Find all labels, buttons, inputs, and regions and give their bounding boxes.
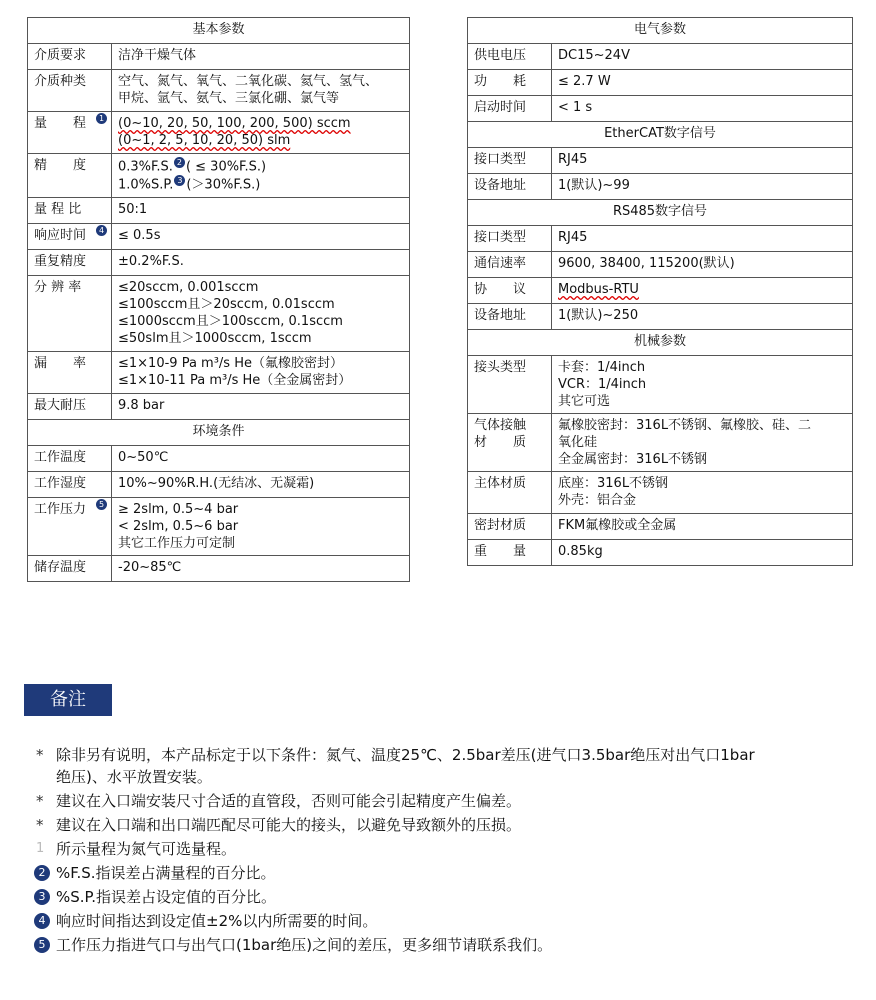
row-label: 接口类型 <box>468 226 552 252</box>
row-label: 重复精度 <box>28 249 112 275</box>
row-value <box>552 356 853 414</box>
row-label: 供电电压 <box>468 44 552 70</box>
number-5-circle-icon: 5 <box>34 937 50 953</box>
section-header-ethercat: EtherCAT数字信号 <box>468 122 853 148</box>
value-line: ≤1×10-9 Pa m³/s He（氟橡胶密封） <box>118 355 343 371</box>
note-text: 响应时间指达到设定值±2%以内所需要的时间。 <box>56 912 378 930</box>
row-label-cell <box>28 497 112 555</box>
row-value <box>112 275 410 351</box>
value-line: < 2slm, 0.5~6 bar <box>118 518 239 534</box>
row-value <box>112 154 410 198</box>
row-value: 0~50℃ <box>112 445 410 471</box>
section-header-mechanical: 机械参数 <box>468 330 853 356</box>
section-header-electrical: 电气参数 <box>468 18 853 44</box>
number-3-circle-icon: 3 <box>34 889 50 905</box>
note-item <box>36 838 866 860</box>
row-label: 接头类型 <box>468 356 552 414</box>
number-4-circle-icon: 4 <box>34 913 50 929</box>
value-line: 其它工作压力可定制 <box>118 535 236 551</box>
row-value: RJ45 <box>552 148 853 174</box>
row-value: 9600, 38400, 115200(默认) <box>552 252 853 278</box>
row-label: 漏 率 <box>28 351 112 393</box>
value-line: ≤50slm且＞1000sccm, 1sccm <box>118 330 312 346</box>
row-label: 功 耗 <box>468 70 552 96</box>
note-item <box>36 862 866 884</box>
row-label: 材 质 <box>474 435 527 450</box>
row-label: 气体接触 <box>474 418 527 433</box>
row-value: ±0.2%F.S. <box>112 249 410 275</box>
value-line: VCR：1/4inch <box>558 377 647 392</box>
asterisk-marker: * <box>36 746 44 764</box>
row-value <box>112 70 410 112</box>
row-label: 介质种类 <box>28 70 112 112</box>
number-2-circle-icon: 2 <box>34 865 50 881</box>
row-value <box>552 414 853 472</box>
note-text: 所示量程为氮气可选量程。 <box>56 840 237 858</box>
row-label: 主体材质 <box>468 472 552 514</box>
note-text: 建议在入口端安装尺寸合适的直管段，否则可能会引起精度产生偏差。 <box>56 792 522 810</box>
row-label: 重 量 <box>468 540 552 566</box>
value-line <box>118 157 403 175</box>
value-line: ≤1×10-11 Pa m³/s He（全金属密封） <box>118 372 352 388</box>
row-value <box>112 351 410 393</box>
value-line: 全金属密封：316L不锈钢 <box>558 452 708 467</box>
note-text: 绝压)、水平放置安装。 <box>56 768 212 786</box>
note-item <box>36 934 866 956</box>
row-value: ≤ 0.5s <box>112 223 410 249</box>
row-value: 9.8 bar <box>112 393 410 419</box>
row-label: 量 程 比 <box>28 197 112 223</box>
row-label: 响应时间 <box>34 227 87 243</box>
row-value: 0.85kg <box>552 540 853 566</box>
note-text: %F.S.指误差占满量程的百分比。 <box>56 864 276 882</box>
row-label: 分 辨 率 <box>28 275 112 351</box>
value-line: 甲烷、氩气、氨气、三氯化硼、氯气等 <box>118 91 340 106</box>
footnote-marker: 2 <box>174 157 185 168</box>
footnote-marker: 1 <box>96 113 107 124</box>
row-value: 1(默认)~99 <box>552 174 853 200</box>
row-label: 工作温度 <box>28 445 112 471</box>
notes-list <box>36 744 866 958</box>
value-line: ≤1000sccm且＞100sccm, 0.1sccm <box>118 313 343 329</box>
value-line: 空气、氮气、氧气、二氧化碳、氦气、氢气、 <box>118 74 379 89</box>
row-label: 量 程 <box>34 116 87 131</box>
row-label: 密封材质 <box>468 514 552 540</box>
number-1-marker: 1 <box>36 841 45 856</box>
row-label: 设备地址 <box>468 304 552 330</box>
value-line: ≥ 2slm, 0.5~4 bar <box>118 501 239 517</box>
row-label: 最大耐压 <box>28 393 112 419</box>
section-header-env: 环境条件 <box>28 419 410 445</box>
footnote-marker: 5 <box>96 499 107 510</box>
row-value: FKM氟橡胶或全金属 <box>552 514 853 540</box>
row-label: 接口类型 <box>468 148 552 174</box>
note-text: 除非另有说明，本产品标定于以下条件：氮气、温度25℃、2.5bar差压(进气口3.5bar绝压对出气口1bar <box>56 746 755 764</box>
row-value <box>112 497 410 555</box>
note-item <box>36 910 866 932</box>
note-item <box>36 744 866 788</box>
value-line: ≤100sccm且＞20sccm, 0.01sccm <box>118 296 335 312</box>
row-label: 精 度 <box>28 154 112 198</box>
row-label: 储存温度 <box>28 555 112 581</box>
value-line: 外壳：铝合金 <box>558 493 637 508</box>
row-label: 协 议 <box>468 278 552 304</box>
value-text: (＞30%F.S.) <box>186 177 261 193</box>
row-value: RJ45 <box>552 226 853 252</box>
section-header-basic: 基本参数 <box>28 18 410 44</box>
row-label-cell <box>28 112 112 154</box>
row-value: 10%~90%R.H.(无结冰、无凝霜) <box>112 471 410 497</box>
row-label: 工作压力 <box>34 501 87 517</box>
row-value: < 1 s <box>552 96 853 122</box>
asterisk-marker: * <box>36 816 44 834</box>
value-line: (0~10, 20, 50, 100, 200, 500) sccm <box>118 116 351 131</box>
value-line: 氧化硅 <box>558 435 598 450</box>
footnote-marker: 4 <box>96 225 107 236</box>
row-label: 设备地址 <box>468 174 552 200</box>
row-value: DC15~24V <box>552 44 853 70</box>
value-line: ≤20sccm, 0.001sccm <box>118 279 259 295</box>
asterisk-marker: * <box>36 792 44 810</box>
value-line: (0~1, 2, 5, 10, 20, 50) slm <box>118 133 291 148</box>
row-label: 介质要求 <box>28 44 112 70</box>
value-line: 卡套：1/4inch <box>558 360 646 375</box>
basic-params-table <box>27 17 410 582</box>
note-item <box>36 814 866 836</box>
notes-title: 备注 <box>24 684 112 716</box>
note-item <box>36 790 866 812</box>
note-item <box>36 886 866 908</box>
value-line: 底座：316L不锈钢 <box>558 476 669 491</box>
electrical-mechanical-table <box>467 17 853 566</box>
value-text: 1.0%S.P. <box>118 177 174 193</box>
note-text: 建议在入口端和出口端匹配尽可能大的接头，以避免导致额外的压损。 <box>56 816 522 834</box>
row-value: 50:1 <box>112 197 410 223</box>
row-value <box>552 472 853 514</box>
value-line <box>118 175 403 193</box>
value-line: 氟橡胶密封：316L不锈钢、氟橡胶、硅、二 <box>558 418 812 433</box>
row-label: 启动时间 <box>468 96 552 122</box>
row-value: ≤ 2.7 W <box>552 70 853 96</box>
note-text: %S.P.指误差占设定值的百分比。 <box>56 888 277 906</box>
row-value: 洁净干燥气体 <box>112 44 410 70</box>
row-label: 工作湿度 <box>28 471 112 497</box>
section-header-rs485: RS485数字信号 <box>468 200 853 226</box>
row-value: -20~85℃ <box>112 555 410 581</box>
note-text: 工作压力指进气口与出气口(1bar绝压)之间的差压，更多细节请联系我们。 <box>56 936 553 954</box>
row-value: Modbus-RTU <box>552 278 853 304</box>
value-text: 0.3%F.S. <box>118 159 173 175</box>
row-value: 1(默认)~250 <box>552 304 853 330</box>
footnote-marker: 3 <box>174 175 185 186</box>
row-value <box>112 112 410 154</box>
row-label: 通信速率 <box>468 252 552 278</box>
row-label-cell <box>28 223 112 249</box>
value-text: ( ≤ 30%F.S.) <box>185 159 267 175</box>
row-label-cell <box>468 414 552 472</box>
value-line: 其它可选 <box>558 394 611 409</box>
